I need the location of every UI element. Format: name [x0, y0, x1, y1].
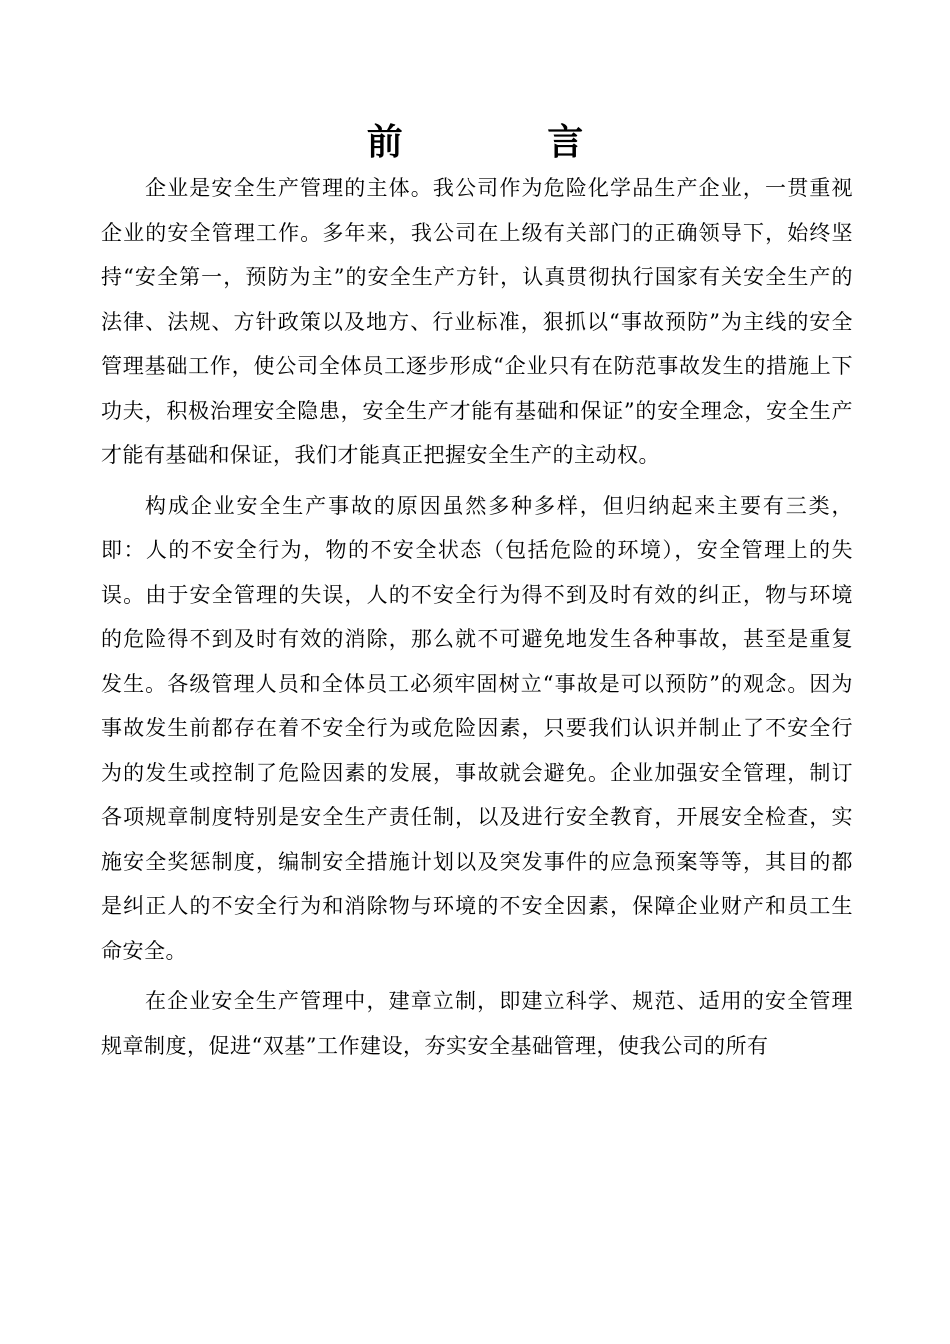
paragraph-1: 企业是安全生产管理的主体。我公司作为危险化学品生产企业，一贯重视企业的安全管理工作。多年来，我公司在上级有关部门的正确领导下，始终坚持“安全第一，预防为主”的安全生产方针，认真贯彻执行国家有关安全生产的法律、法规、方针政策以及地方、行业标准，狠抓以“事故预防”为主线的安全管理基础工作，使公司全体员工逐步形成“企业只有在防范事故发生的措施上下功夫，积极治理安全隐患，安全生产才能有基础和保证”的安全理念，安全生产才能有基础和保证，我们才能真正把握安全生产的主动权。: [101, 176, 853, 467]
page-title: 前 言: [366, 121, 650, 163]
document-body: [101, 166, 853, 1074]
paragraph-2: 构成企业安全生产事故的原因虽然多种多样，但归纳起来主要有三类，即：人的不安全行为，物的不安全状态（包括危险的环境），安全管理上的失误。由于安全管理的失误，人的不安全行为得不到及时有效的纠正，物与环境的危险得不到及时有效的消除，那么就不可避免地发生各种事故，甚至是重复发生。各级管理人员和全体员工必须牢固树立“事故是可以预防”的观念。因为事故发生前都存在着不安全行为或危险因素，只要我们认识并制止了不安全行为的发生或控制了危险因素的发展，事故就会避免。企业加强安全管理，制订各项规章制度特别是安全生产责任制，以及进行安全教育，开展安全检查，实施安全奖惩制度，编制安全措施计划以及突发事件的应急预案等等，其目的都是纠正人的不安全行为和消除物与环境的不安全因素，保障企业财产和员工生命安全。: [101, 493, 853, 963]
paragraph-3: 在企业安全生产管理中，建章立制，即建立科学、规范、适用的安全管理规章制度，促进“双基”工作建设，夯实安全基础管理，使我公司的所有: [101, 989, 853, 1058]
